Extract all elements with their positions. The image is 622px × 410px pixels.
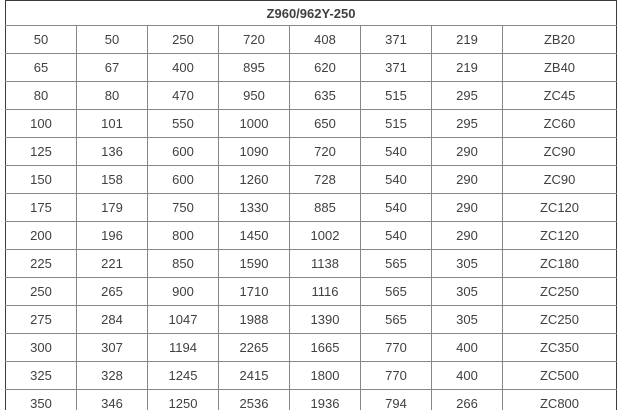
table-cell: 1002 — [290, 222, 361, 250]
table-cell: 219 — [432, 26, 503, 54]
table-cell: 1260 — [219, 166, 290, 194]
table-cell: 794 — [361, 390, 432, 410]
table-cell: 950 — [219, 82, 290, 110]
table-cell: 1116 — [290, 278, 361, 306]
table-cell: 600 — [148, 166, 219, 194]
spec-table — [5, 0, 617, 410]
table-cell: 540 — [361, 194, 432, 222]
table-cell: 600 — [148, 138, 219, 166]
table-cell: ZB20 — [503, 26, 617, 54]
table-cell: ZB40 — [503, 54, 617, 82]
table-cell: 1138 — [290, 250, 361, 278]
table-cell: 101 — [77, 110, 148, 138]
table-cell: 266 — [432, 390, 503, 410]
table-cell: ZC350 — [503, 334, 617, 362]
table-cell: 1330 — [219, 194, 290, 222]
table-cell: 850 — [148, 250, 219, 278]
table-title: Z960/962Y-250 — [6, 1, 617, 26]
table-cell: 540 — [361, 166, 432, 194]
table-cell: 565 — [361, 306, 432, 334]
table-cell: ZC45 — [503, 82, 617, 110]
table-cell: 770 — [361, 334, 432, 362]
table-cell: 750 — [148, 194, 219, 222]
table-row — [6, 222, 617, 250]
table-cell: ZC250 — [503, 278, 617, 306]
table-cell: 885 — [290, 194, 361, 222]
table-cell: 290 — [432, 166, 503, 194]
table-cell: 1390 — [290, 306, 361, 334]
table-cell: 800 — [148, 222, 219, 250]
table-cell: 80 — [77, 82, 148, 110]
table-cell: 728 — [290, 166, 361, 194]
table-cell: 67 — [77, 54, 148, 82]
table-cell: 305 — [432, 250, 503, 278]
table-cell: 265 — [77, 278, 148, 306]
table-cell: 1090 — [219, 138, 290, 166]
table-cell: 295 — [432, 82, 503, 110]
table-cell: 1245 — [148, 362, 219, 390]
table-cell: 250 — [148, 26, 219, 54]
table-cell: ZC800 — [503, 390, 617, 410]
table-cell: 635 — [290, 82, 361, 110]
table-cell: 720 — [290, 138, 361, 166]
table-cell: 136 — [77, 138, 148, 166]
table-cell: 221 — [77, 250, 148, 278]
table-row — [6, 334, 617, 362]
table-cell: 720 — [219, 26, 290, 54]
table-cell: ZC180 — [503, 250, 617, 278]
table-cell: 175 — [6, 194, 77, 222]
table-cell: 200 — [6, 222, 77, 250]
table-cell: 250 — [6, 278, 77, 306]
table-cell: 515 — [361, 110, 432, 138]
table-cell: 125 — [6, 138, 77, 166]
table-cell: 290 — [432, 222, 503, 250]
table-row — [6, 82, 617, 110]
table-cell: 515 — [361, 82, 432, 110]
table-cell: ZC500 — [503, 362, 617, 390]
table-cell: 371 — [361, 26, 432, 54]
table-cell: 1194 — [148, 334, 219, 362]
table-cell: 2536 — [219, 390, 290, 410]
table-title-row — [6, 1, 617, 26]
table-cell: 565 — [361, 278, 432, 306]
table-cell: ZC60 — [503, 110, 617, 138]
table-cell: 1047 — [148, 306, 219, 334]
table-cell: 408 — [290, 26, 361, 54]
table-cell: 895 — [219, 54, 290, 82]
table-cell: 219 — [432, 54, 503, 82]
table-row — [6, 166, 617, 194]
table-cell: 179 — [77, 194, 148, 222]
table-cell: 650 — [290, 110, 361, 138]
table-cell: 400 — [148, 54, 219, 82]
table-cell: 550 — [148, 110, 219, 138]
table-cell: 100 — [6, 110, 77, 138]
table-cell: 305 — [432, 278, 503, 306]
table-cell: 305 — [432, 306, 503, 334]
table-cell: 150 — [6, 166, 77, 194]
table-cell: 900 — [148, 278, 219, 306]
table-cell: 1936 — [290, 390, 361, 410]
table-cell: 325 — [6, 362, 77, 390]
table-row — [6, 138, 617, 166]
table-cell: 1000 — [219, 110, 290, 138]
table-cell: 275 — [6, 306, 77, 334]
table-cell: 400 — [432, 362, 503, 390]
table-row — [6, 362, 617, 390]
table-cell: 300 — [6, 334, 77, 362]
table-row — [6, 278, 617, 306]
table-cell: 1665 — [290, 334, 361, 362]
table-cell: 328 — [77, 362, 148, 390]
table-row — [6, 250, 617, 278]
table-cell: 470 — [148, 82, 219, 110]
table-cell: 290 — [432, 194, 503, 222]
table-cell: 346 — [77, 390, 148, 410]
table-row — [6, 306, 617, 334]
table-cell: 295 — [432, 110, 503, 138]
table-cell: 400 — [432, 334, 503, 362]
table-cell: 770 — [361, 362, 432, 390]
table-cell: ZC90 — [503, 166, 617, 194]
table-cell: 158 — [77, 166, 148, 194]
table-row — [6, 54, 617, 82]
table-cell: 225 — [6, 250, 77, 278]
table-cell: 50 — [77, 26, 148, 54]
table-cell: 1450 — [219, 222, 290, 250]
table-cell: 540 — [361, 222, 432, 250]
table-cell: 1800 — [290, 362, 361, 390]
table-cell: 196 — [77, 222, 148, 250]
table-cell: 620 — [290, 54, 361, 82]
table-cell: 50 — [6, 26, 77, 54]
table-row — [6, 194, 617, 222]
table-cell: 284 — [77, 306, 148, 334]
table-cell: 2415 — [219, 362, 290, 390]
table-cell: 1710 — [219, 278, 290, 306]
table-cell: 371 — [361, 54, 432, 82]
table-cell: 350 — [6, 390, 77, 410]
table-cell: 290 — [432, 138, 503, 166]
table-cell: 1250 — [148, 390, 219, 410]
table-row — [6, 26, 617, 54]
table-cell: ZC120 — [503, 194, 617, 222]
table-row — [6, 390, 617, 410]
table-cell: 1988 — [219, 306, 290, 334]
table-cell: ZC90 — [503, 138, 617, 166]
table-cell: ZC250 — [503, 306, 617, 334]
table-cell: 1590 — [219, 250, 290, 278]
table-cell: 2265 — [219, 334, 290, 362]
table-cell: 565 — [361, 250, 432, 278]
table-cell: 65 — [6, 54, 77, 82]
table-cell: ZC120 — [503, 222, 617, 250]
table-cell: 80 — [6, 82, 77, 110]
table-cell: 307 — [77, 334, 148, 362]
table-cell: 540 — [361, 138, 432, 166]
table-row — [6, 110, 617, 138]
